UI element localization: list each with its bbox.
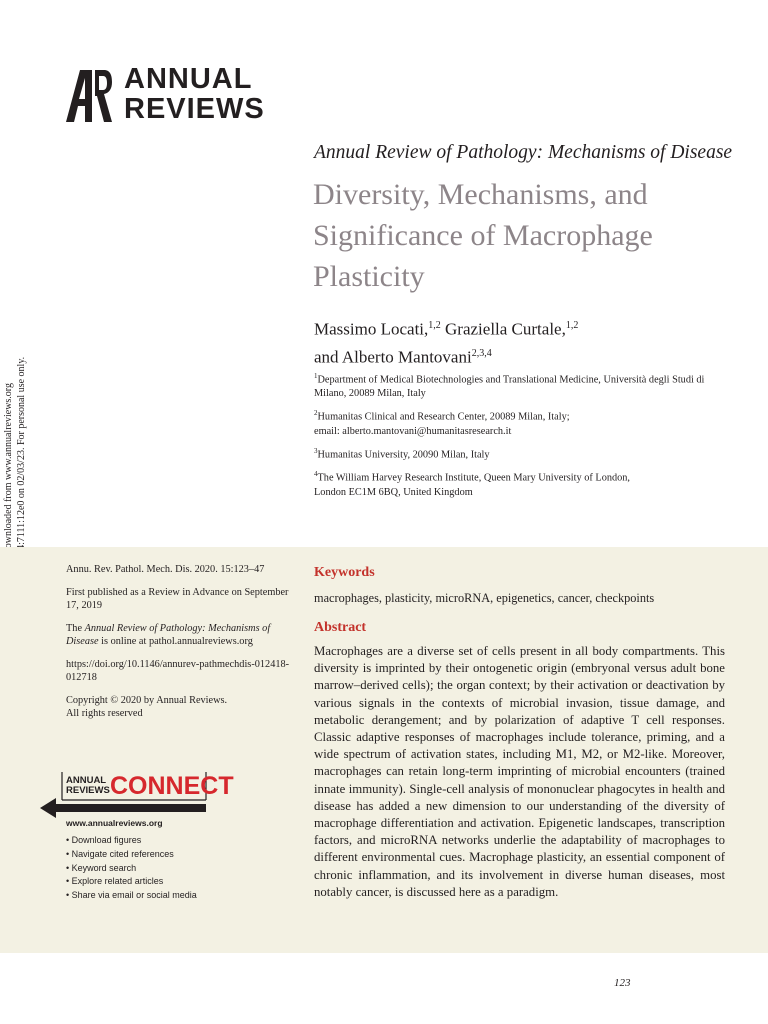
first-published: First published as a Review in Advance on September 17, 2019 xyxy=(66,586,289,611)
connect-features xyxy=(66,834,197,903)
affiliation: $^3$Humanitas University, 20090 Milan, Italy xyxy=(314,446,490,461)
abstract-text: Macrophages are a diverse set of cells present in all body compartments. This diversity is imprinted by their ontogenetic origin (embryonal versus adult bone marrow–derived cells); the organ context; by their activation or deactivation by various signals in the contexts of microbial invasion, tissue damage, and metabolic derangement; and by polarization of adaptive T cell responses. Classic adaptive responses of macrophages include tolerance, priming, and a wide spectrum of activation states, including M1, M2, or M2-like. Moreover, macrophages can retain long-term imprinting of microbial encounters (trained innate immunity). Single-cell analysis of mononuclear phagocytes in health and disease has added a new dimension to our understanding of the diversity of macrophage differentiation and activation. Epigenetic landscapes, transcription factors, and microRNA networks underlie the adaptability of macrophages to different environmental cues. Macrophage plasticity, an essential component of chronic inflammation, and its involvement in diverse human diseases, most notably cancer, is discussed here as a paradigm. xyxy=(314,644,725,899)
citation: Annu. Rev. Pathol. Mech. Dis. 2020. 15:123–47 xyxy=(66,564,265,575)
author-name: Graziella Curtale, xyxy=(445,319,566,339)
affiliation: $^4$The William Harvey Research Institute, Queen Mary University of London, London EC1M 6BQ, United Kingdom xyxy=(314,470,631,498)
connect-box[interactable] xyxy=(40,770,234,912)
list-item: • Share via email or social media xyxy=(66,889,197,903)
author-affil-sup: 2,3,4 xyxy=(471,347,492,359)
author-list xyxy=(314,314,578,369)
connect-brand: ANNUAL REVIEWS xyxy=(66,775,110,796)
affiliations xyxy=(314,369,734,505)
logo-line1: ANNUAL xyxy=(124,63,253,95)
keywords-heading: Keywords xyxy=(314,565,375,580)
journal-name: Annual Review of Pathology: Mechanisms of Disease xyxy=(314,142,733,163)
article-meta xyxy=(66,563,296,721)
connect-wordmark: CONNECT xyxy=(110,772,234,800)
list-item: • Download figures xyxy=(66,834,197,848)
page-number: 123 xyxy=(614,977,631,989)
abstract-heading: Abstract xyxy=(314,620,367,635)
author-name: and Alberto Mantovani xyxy=(314,347,472,367)
affiliation: $^1$Department of Medical Biotechnologies and Translational Medicine, Università degli Studi di Milano, 20089 Milan, Italy xyxy=(314,372,705,400)
connect-url[interactable]: www.annualreviews.org xyxy=(66,818,163,828)
affiliation: $^2$Humanitas Clinical and Research Center, 20089 Milan, Italy; email: alberto.mantovani@humanitasresearch.it xyxy=(314,409,570,437)
doi-link[interactable]: https://doi.org/10.1146/annurev-pathmechdis-012418-012718 xyxy=(66,658,290,683)
copyright: Copyright © 2020 by Annual Reviews. All rights reserved xyxy=(66,694,228,719)
keywords: macrophages, plasticity, microRNA, epigenetics, cancer, checkpoints xyxy=(314,591,655,605)
online-note: The Annual Review of Pathology: Mechanisms of Disease is online at pathol.annualreviews.org xyxy=(66,622,271,647)
publisher-logo-text xyxy=(124,64,265,124)
list-item: • Explore related articles xyxy=(66,875,197,889)
author-email[interactable]: email: alberto.mantovani@humanitasresearch.it xyxy=(314,425,512,437)
author-affil-sup: 1,2 xyxy=(565,320,579,331)
annual-reviews-logo-icon xyxy=(66,70,112,122)
logo-line2: REVIEWS xyxy=(124,93,265,125)
author-name: Massimo Locati, xyxy=(314,319,429,339)
list-item: • Keyword search xyxy=(66,862,197,876)
author-affil-sup: 1,2 xyxy=(428,320,441,331)
list-item: • Navigate cited references xyxy=(66,848,197,862)
article-title: Diversity, Mechanisms, and Significance of Macrophage Plasticity xyxy=(313,178,653,293)
